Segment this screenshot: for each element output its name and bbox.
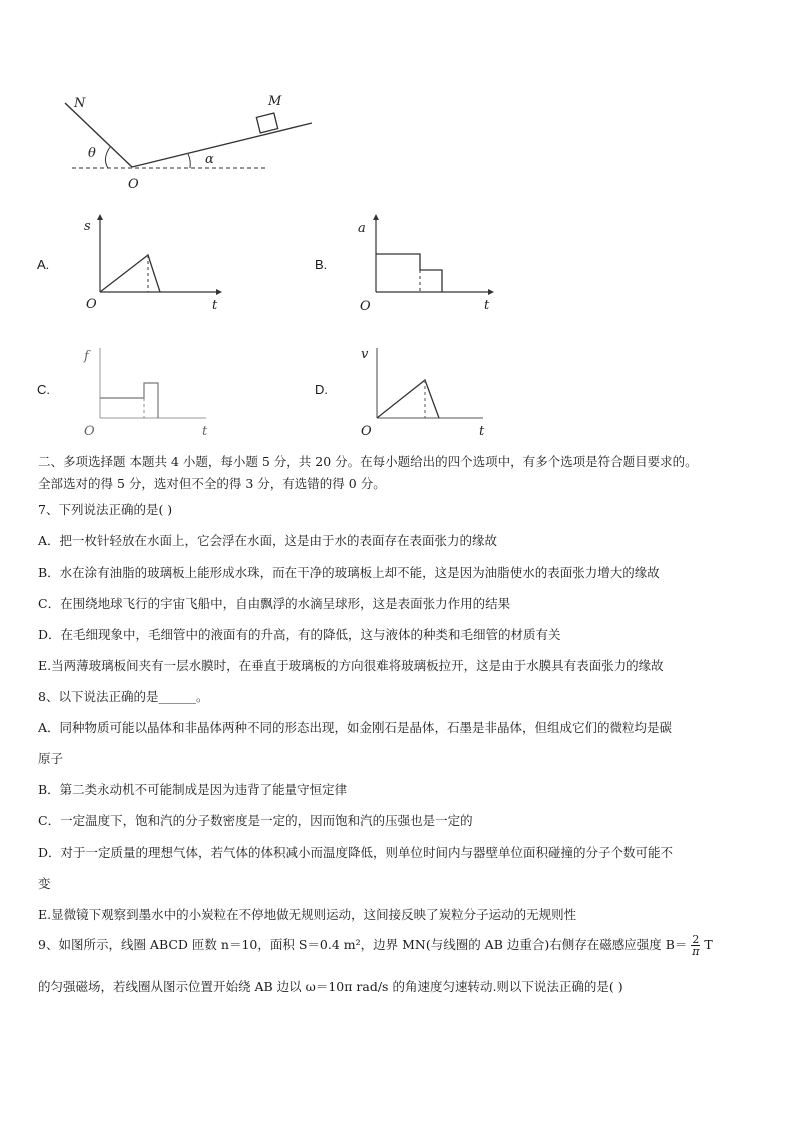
q7-option-b: B．水在涂有油脂的玻璃板上能形成水珠，而在干净的玻璃板上却不能，这是因为油脂使水的表面张力增大的缘故 (38, 565, 660, 580)
q8-option-a-line1: A．同种物质可能以晶体和非晶体两种不同的形态出现，如金刚石是晶体，石墨是非晶体，但组成它们的微粒均是碳 (38, 720, 673, 735)
option-b-letter: B. (315, 257, 328, 272)
incline-left-line (65, 103, 132, 167)
q9-line-1-unit: T (704, 937, 713, 952)
q8-option-a-line2: 原子 (38, 751, 64, 766)
q7-option-a: A．把一枚针轻放在水面上，它会浮在水面，这是由于水的表面存在表面张力的缘故 (38, 533, 498, 548)
q9-fraction (691, 934, 700, 957)
graph-c-o: O (84, 424, 95, 438)
q9-fraction-den: π (692, 945, 700, 958)
q8-option-c: C．一定温度下，饱和汽的分子数密度是一定的，因而饱和汽的压强也是一定的 (38, 813, 473, 828)
q8-option-e: E.显微镜下观察到墨水中的小炭粒在不停地做无规则运动，这间接反映了炭粒分子运动的无规则性 (38, 907, 577, 922)
label-m: M (268, 94, 282, 109)
option-d-letter: D. (315, 382, 328, 397)
graph-c-y: f (84, 349, 89, 364)
label-alpha: α (205, 152, 214, 167)
q7-option-c: C．在围绕地球飞行的宇宙飞船中，自由飘浮的水滴呈球形，这是表面张力作用的结果 (38, 596, 511, 611)
q7-option-e: E.当两薄玻璃板间夹有一层水膜时，在垂直于玻璃板的方向很难将玻璃板拉开，这是由于水膜具有表面张力的缘故 (38, 658, 664, 673)
q9-line-1 (38, 934, 713, 957)
graph-c (78, 338, 223, 438)
section-line-2: 全部选对的得 5 分，选对但不全的得 3 分，有选错的得 0 分。 (38, 476, 386, 491)
section-line-1: 二、多项选择题 本题共 4 小题，每小题 5 分，共 20 分。在每小题给出的四个选项中，有多个选项是符合题目要求的。 (38, 454, 698, 469)
block-m (256, 113, 277, 133)
graph-d-curve (377, 380, 439, 418)
graph-b-curve (376, 254, 442, 292)
graph-b-o: O (360, 299, 371, 312)
q9-fraction-num: 2 (692, 933, 700, 946)
label-n: N (74, 96, 86, 111)
graph-d-x: t (479, 424, 485, 438)
graph-b-y: a (358, 221, 366, 236)
q8-stem: 8、以下说法正确的是______。 (38, 689, 209, 704)
graph-b (352, 212, 497, 312)
q9-line-2: 的匀强磁场，若线圈从图示位置开始绕 AB 边以 ω＝10π rad/s 的角速度匀速转动.则以下说法正确的是( ) (38, 979, 623, 994)
label-o: O (128, 177, 139, 192)
graph-d-y: v (361, 347, 369, 362)
alpha-arc (188, 154, 190, 168)
option-c-letter: C. (37, 382, 50, 397)
graph-a-x: t (212, 298, 218, 312)
q7-option-d: D．在毛细现象中，毛细管中的液面有的升高，有的降低，这与液体的种类和毛细管的材质有关 (38, 627, 561, 642)
graph-d-o: O (361, 424, 372, 438)
q9-line-1-text: 9、如图所示，线圈 ABCD 匝数 n＝10，面积 S＝0.4 m²，边界 MN(与线圈的 AB 边重合)右侧存在磁感应强度 B＝ (38, 937, 688, 952)
graph-a (80, 212, 225, 312)
graph-c-curve (100, 383, 158, 418)
graph-c-x: t (202, 424, 208, 438)
q8-option-b: B．第二类永动机不可能制成是因为违背了能量守恒定律 (38, 782, 348, 797)
q8-option-d-line1: D．对于一定质量的理想气体，若气体的体积减小而温度降低，则单位时间内与器壁单位面积碰撞的分子个数可能不 (38, 845, 674, 860)
option-a-letter: A. (37, 257, 50, 272)
graph-a-y: s (84, 219, 91, 234)
incline-right-line (132, 123, 312, 167)
theta-arc (105, 147, 110, 168)
q8-option-d-line2: 变 (38, 876, 51, 891)
graph-a-curve (100, 255, 160, 292)
graph-d (355, 338, 500, 438)
incline-figure (50, 85, 330, 195)
q7-stem: 7、下列说法正确的是( ) (38, 502, 173, 517)
label-theta: θ (88, 146, 96, 161)
graph-b-x: t (484, 298, 490, 312)
graph-a-o: O (86, 297, 97, 312)
